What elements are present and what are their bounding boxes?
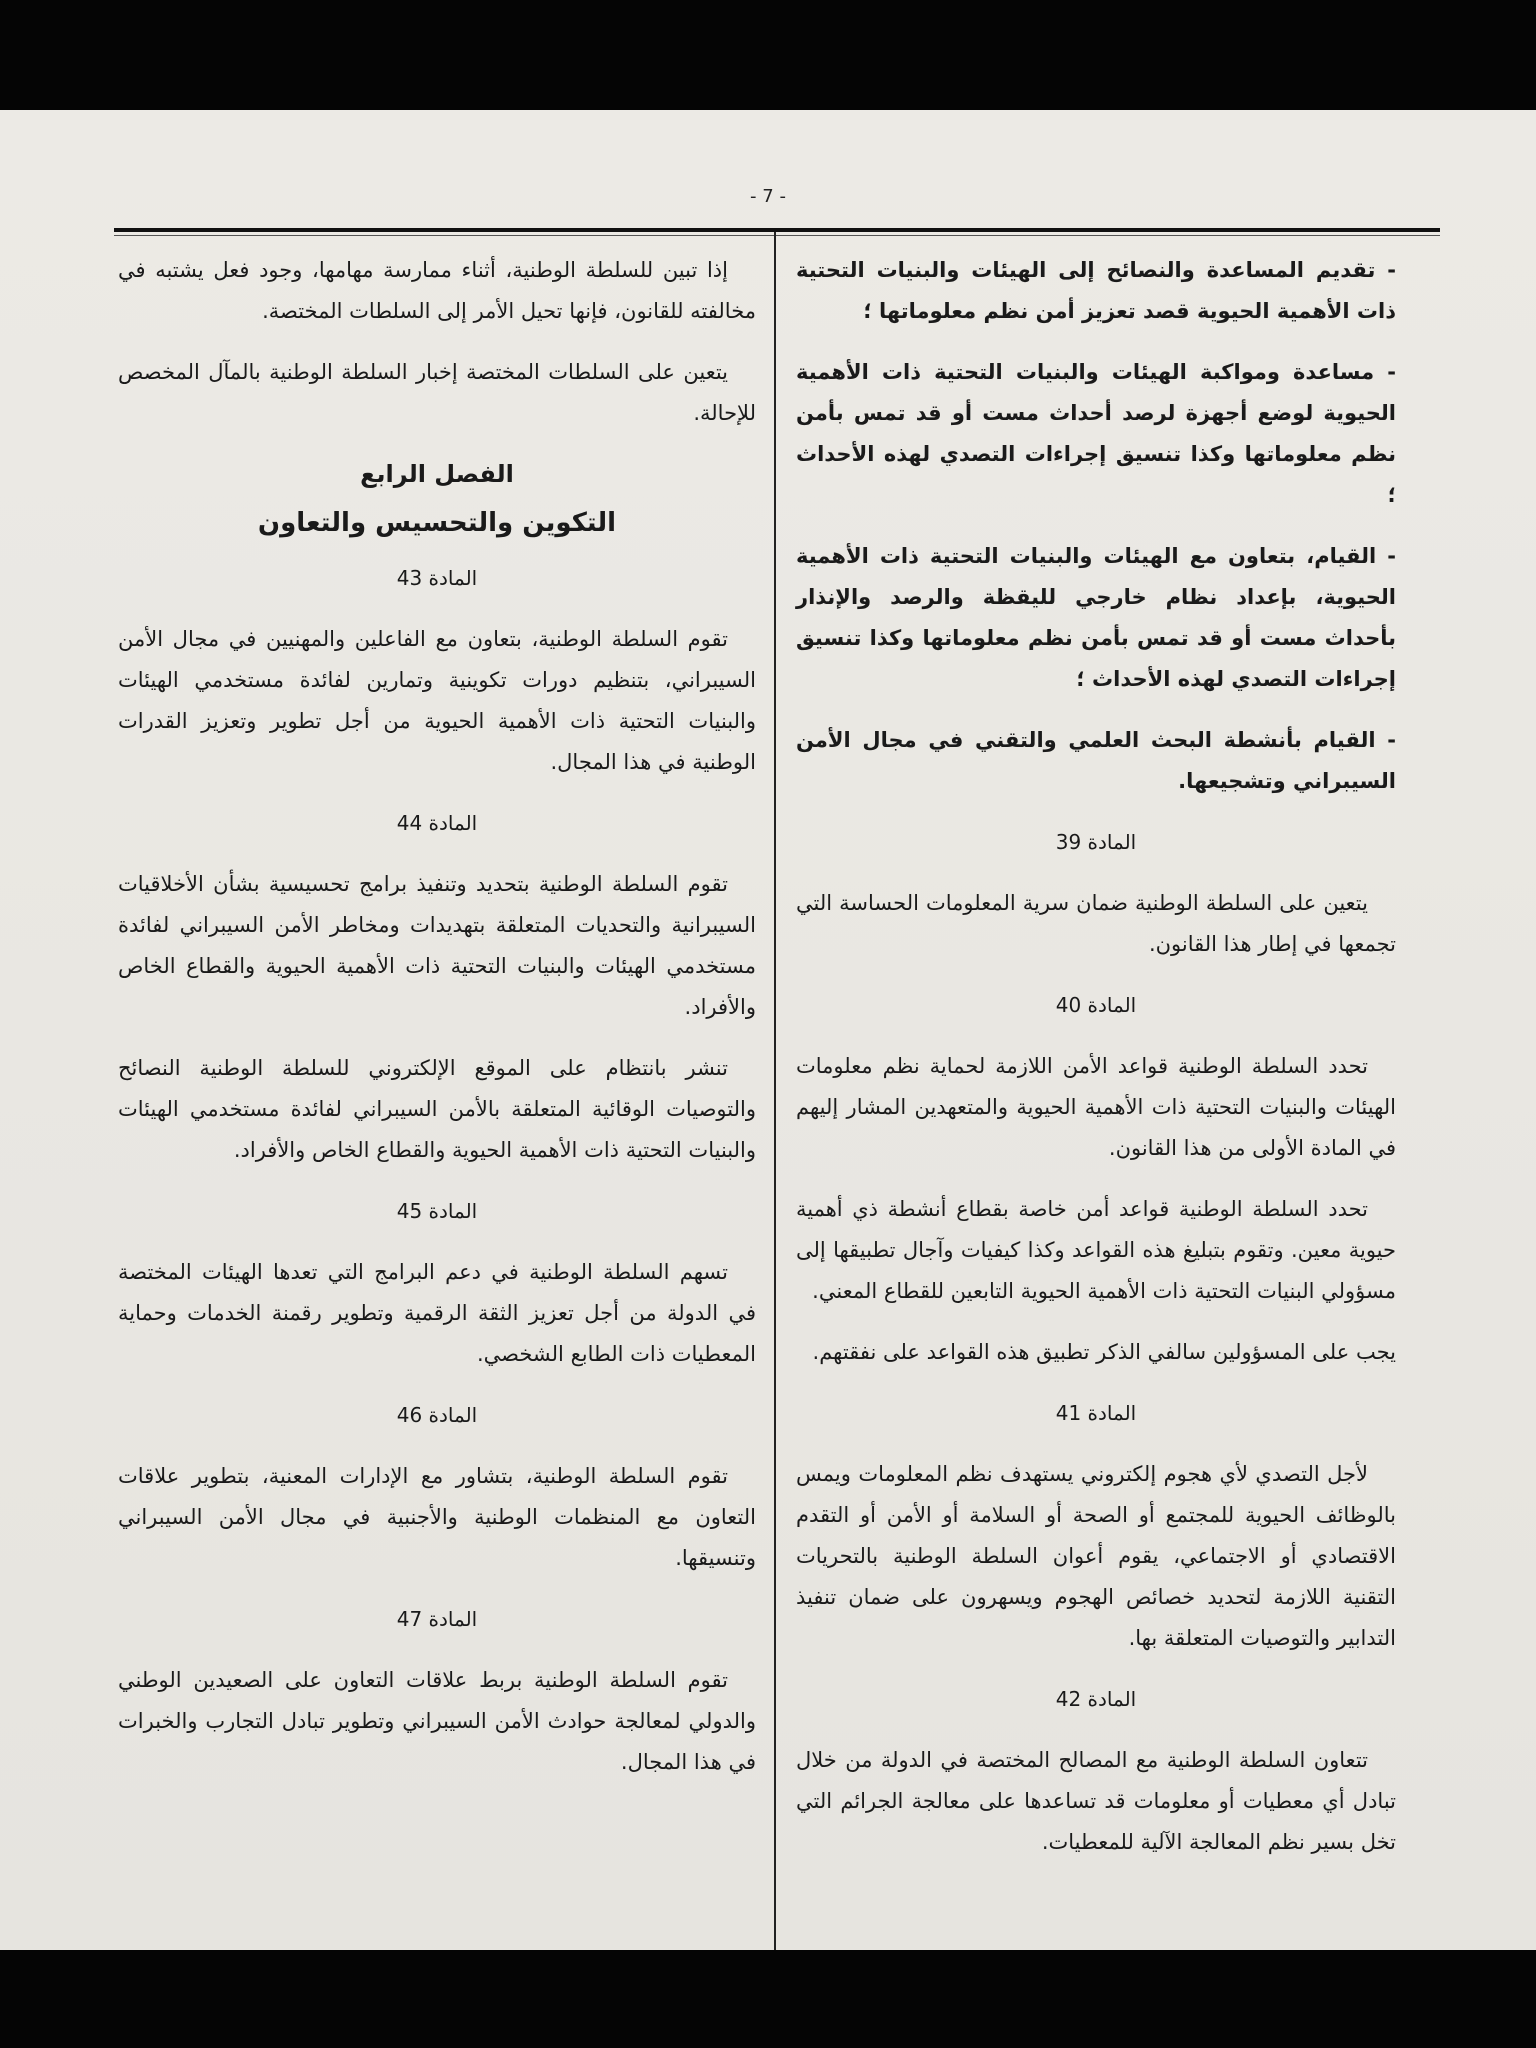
article-39-text: يتعين على السلطة الوطنية ضمان سرية المعلومات الحساسة التي تجمعها في إطار هذا القانون. xyxy=(796,891,1396,956)
article-40-title: المادة 40 xyxy=(1055,993,1137,1017)
header-rule xyxy=(114,228,1440,232)
article-42-text: تتعاون السلطة الوطنية مع المصالح المختصة في الدولة من خلال تبادل أي معطيات أو معلومات قد تساعدها على معالجة الجرائم التي تخل بسير نظم المعالجة الآلية للمعطيات. xyxy=(796,1748,1396,1854)
chapter-heading: الفصل الرابع xyxy=(360,460,514,488)
article-39-title: المادة 39 xyxy=(1055,830,1137,854)
article-45-text: تسهم السلطة الوطنية في دعم البرامج التي تعدها الهيئات المختصة في الدولة من أجل تعزيز الثقة الرقمية وتطوير رقمنة الخدمات وحماية المعطيات ذات الطابع الشخصي. xyxy=(118,1260,756,1366)
article-46-title: المادة 46 xyxy=(396,1403,478,1427)
article-40-text-2: تحدد السلطة الوطنية قواعد أمن خاصة بقطاع أنشطة ذي أهمية حيوية معين. وتقوم بتبليغ هذه القواعد وكذا كيفيات وآجال تطبيقها إلى مسؤولي البنيات التحتية ذات الأهمية الحيوية التابعين للقطاع المعني. xyxy=(796,1197,1396,1303)
left-column xyxy=(118,250,756,1803)
list-item: - مساعدة ومواكبة الهيئات والبنيات التحتية ذات الأهمية الحيوية لوضع أجهزة لرصد أحداث مست أو قد تمس بأمن نظم معلوماتها وكذا تنسيق إجراءات التصدي لهذه الأحداث ؛ xyxy=(796,360,1396,507)
article-44-text-1: تقوم السلطة الوطنية بتحديد وتنفيذ برامج تحسيسية بشأن الأخلاقيات السيبرانية والتحديات المتعلقة بتهديدات ومخاطر الأمن السيبراني لفائدة مستخدمي الهيئات والبنيات التحتية ذات الأهمية الحيوية والقطاع الخاص والأفراد. xyxy=(118,872,756,1019)
paragraph: إذا تبين للسلطة الوطنية، أثناء ممارسة مهامها، وجود فعل يشتبه في مخالفته للقانون، فإنها تحيل الأمر إلى السلطات المختصة. xyxy=(118,258,756,323)
article-40-text-1: تحدد السلطة الوطنية قواعد الأمن اللازمة لحماية نظم معلومات الهيئات والبنيات التحتية ذات الأهمية الحيوية والمتعهدين المشار إليهم في المادة الأولى من هذا القانون. xyxy=(796,1054,1396,1160)
list-item: - القيام بأنشطة البحث العلمي والتقني في مجال الأمن السيبراني وتشجيعها. xyxy=(796,728,1396,793)
article-45-title: المادة 45 xyxy=(396,1199,478,1223)
article-46-text: تقوم السلطة الوطنية، بتشاور مع الإدارات المعنية، بتطوير علاقات التعاون مع المنظمات الوطنية والأجنبية في مجال الأمن السيبراني وتنسيقها. xyxy=(118,1464,756,1570)
top-black-border xyxy=(0,0,1536,110)
article-41-text: لأجل التصدي لأي هجوم إلكتروني يستهدف نظم المعلومات ويمس بالوظائف الحيوية للمجتمع أو الصحة أو السلامة أو الأمن أو التقدم الاقتصادي أو الاجتماعي، يقوم أعوان السلطة الوطنية بالتحريات التقنية اللازمة لتحديد خصائص الهجوم ويسهرون على ضمان تنفيذ التدابير والتوصيات المتعلقة بها. xyxy=(796,1462,1396,1650)
article-47-title: المادة 47 xyxy=(396,1607,478,1631)
article-41-title: المادة 41 xyxy=(1055,1401,1137,1425)
article-43-text: تقوم السلطة الوطنية، بتعاون مع الفاعلين والمهنيين في مجال الأمن السيبراني، بتنظيم دورات تكوينية وتمارين لفائدة مستخدمي الهيئات والبنيات التحتية ذات الأهمية الحيوية من أجل تطوير وتعزيز القدرات الوطنية في هذا المجال. xyxy=(118,627,756,774)
paragraph: يتعين على السلطات المختصة إخبار السلطة الوطنية بالمآل المخصص للإحالة. xyxy=(118,360,756,425)
header-rule-thin xyxy=(114,235,1440,236)
bottom-black-border xyxy=(0,1950,1536,2048)
document-page xyxy=(0,110,1536,1950)
column-divider xyxy=(774,232,776,1992)
chapter-title: التكوين والتحسيس والتعاون xyxy=(257,508,617,538)
article-42-title: المادة 42 xyxy=(1055,1687,1137,1711)
list-item: - تقديم المساعدة والنصائح إلى الهيئات والبنيات التحتية ذات الأهمية الحيوية قصد تعزيز أمن نظم معلوماتها ؛ xyxy=(796,258,1396,323)
article-40-text-3: يجب على المسؤولين سالفي الذكر تطبيق هذه القواعد على نفقتهم. xyxy=(812,1340,1396,1364)
article-44-text-2: تنشر بانتظام على الموقع الإلكتروني للسلطة الوطنية النصائح والتوصيات الوقائية المتعلقة بالأمن السيبراني لفائدة مستخدمي الهيئات والبنيات التحتية ذات الأهمية الحيوية والقطاع الخاص والأفراد. xyxy=(118,1056,756,1162)
right-column xyxy=(796,250,1396,1883)
article-44-title: المادة 44 xyxy=(396,811,478,835)
page-number: - 7 - xyxy=(750,186,786,207)
list-item: - القيام، بتعاون مع الهيئات والبنيات التحتية ذات الأهمية الحيوية، بإعداد نظام خارجي لليقظة والرصد والإنذار بأحداث مست أو قد تمس بأمن نظم معلوماتها وكذا تنسيق إجراءات التصدي لهذه الأحداث ؛ xyxy=(796,544,1396,691)
article-47-text: تقوم السلطة الوطنية بربط علاقات التعاون على الصعيدين الوطني والدولي لمعالجة حوادث الأمن السيبراني وتطوير تبادل التجارب والخبرات في هذا المجال. xyxy=(118,1668,756,1774)
article-43-title: المادة 43 xyxy=(396,566,478,590)
